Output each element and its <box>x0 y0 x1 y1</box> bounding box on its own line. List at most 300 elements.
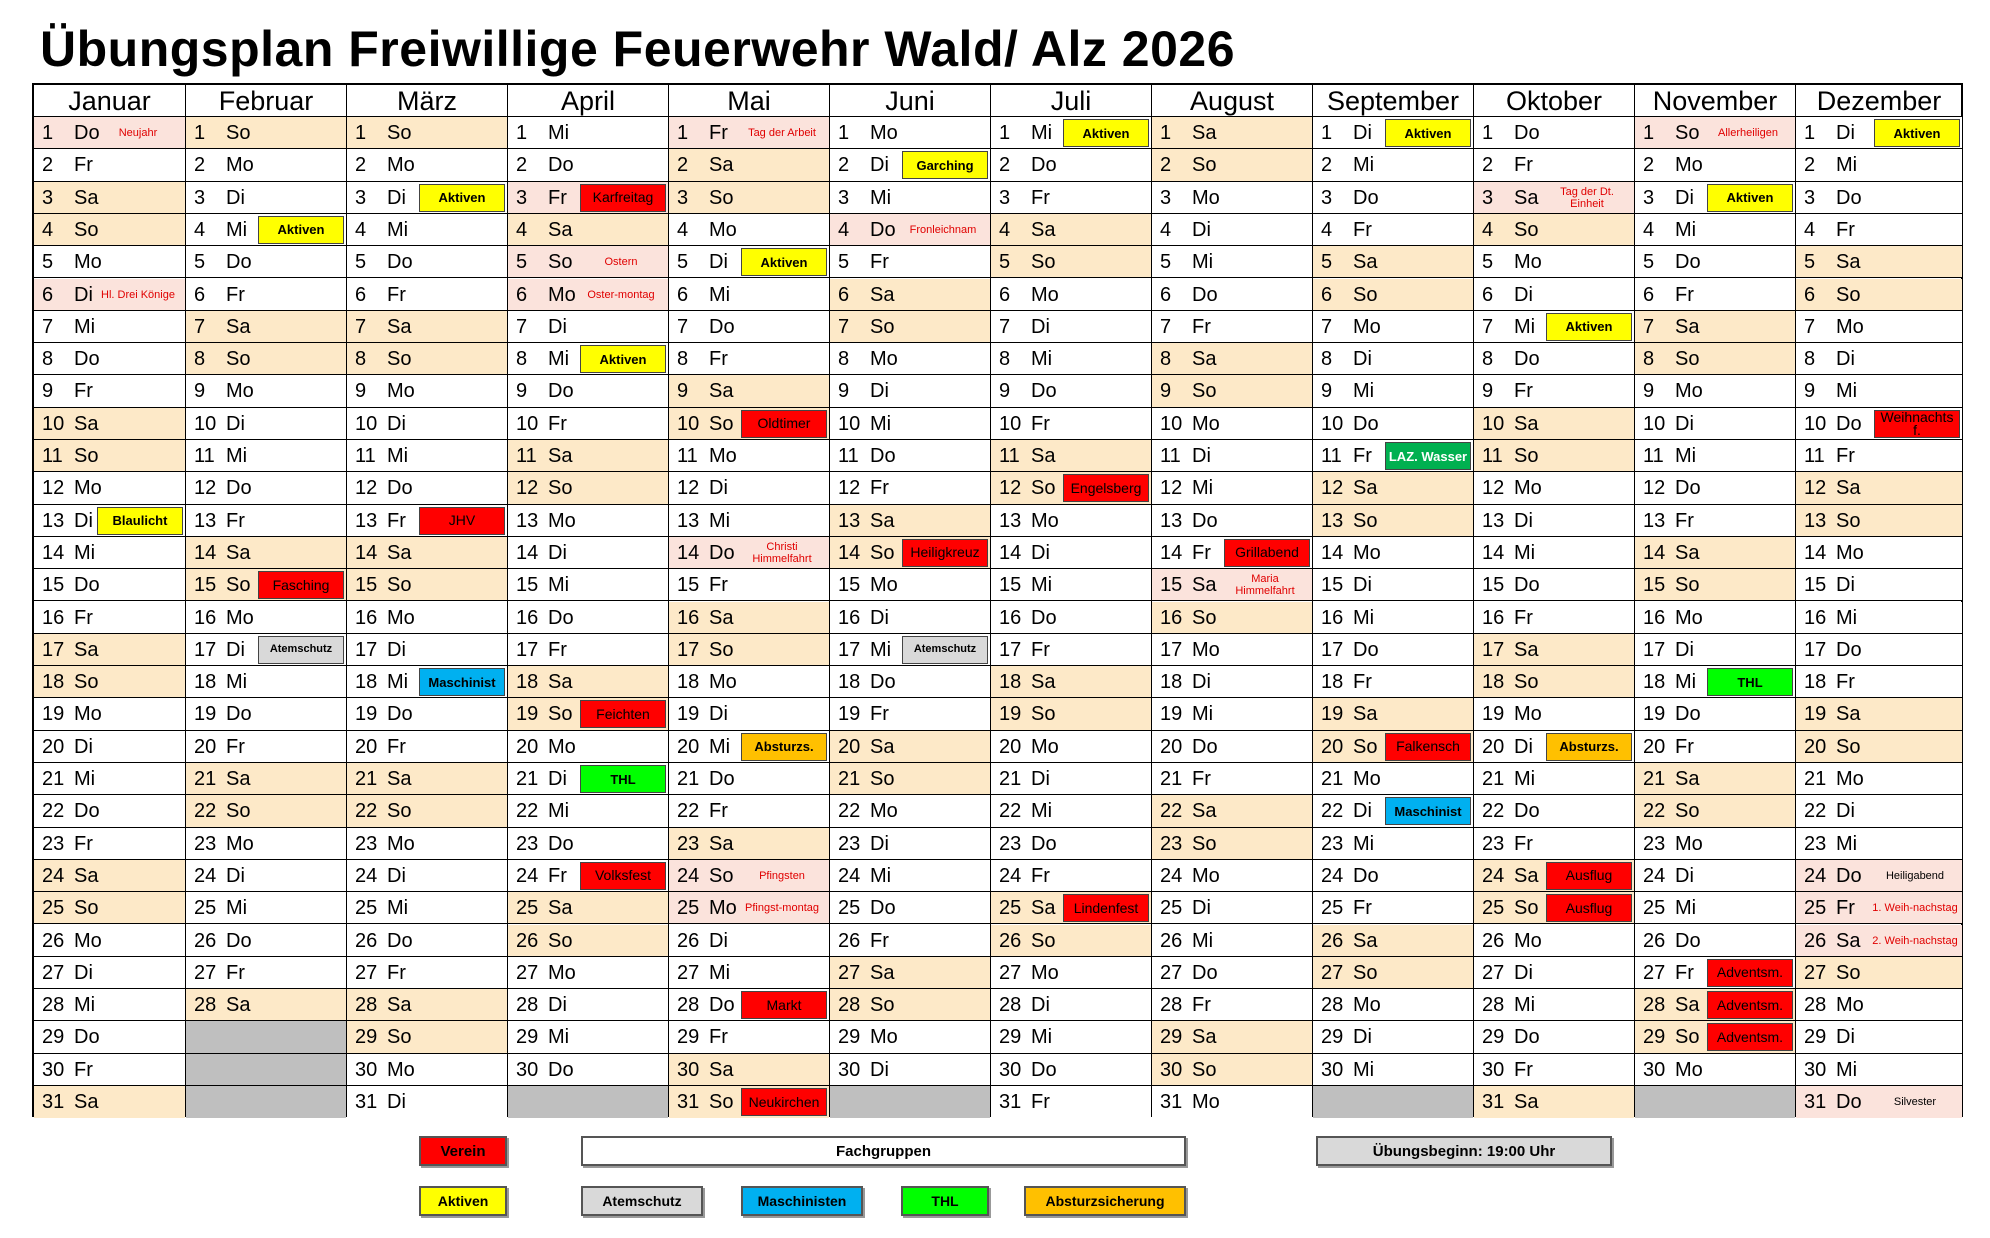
weekday-name: Do <box>548 154 574 177</box>
weekday-name: So <box>1353 283 1378 306</box>
day-number: 5 <box>42 251 54 274</box>
day-cell <box>1635 311 1795 343</box>
day-number: 16 <box>194 606 217 629</box>
event-badge-verein: Neukirchen <box>741 1088 827 1116</box>
weekday-name: So <box>1514 445 1539 467</box>
day-number: 9 <box>1160 380 1172 403</box>
weekday-name: Do <box>1031 154 1057 177</box>
month-column <box>1152 85 1313 1115</box>
day-number: 28 <box>999 994 1022 1017</box>
day-cell <box>1796 214 1962 246</box>
event-badge-aktiven: Aktiven <box>419 184 505 212</box>
day-cell <box>347 279 507 311</box>
weekday-name: Mo <box>1353 994 1381 1017</box>
day-cell <box>830 698 990 730</box>
day-number: 25 <box>42 897 65 920</box>
day-number: 1 <box>677 122 689 144</box>
day-number: 23 <box>1643 832 1666 855</box>
day-cell <box>1796 795 1962 827</box>
weekday-name: So <box>226 348 251 371</box>
weekday-name: Di <box>870 154 889 177</box>
weekday-name: So <box>74 445 99 467</box>
weekday-name: Sa <box>1031 445 1056 467</box>
weekday-name: Fr <box>709 1026 728 1049</box>
day-cell <box>669 634 829 666</box>
day-cell <box>669 246 829 278</box>
day-cell <box>1474 731 1634 763</box>
day-number: 13 <box>677 509 700 532</box>
day-number: 1 <box>42 122 54 144</box>
day-number: 26 <box>1321 929 1344 952</box>
weekday-name: Sa <box>1031 218 1056 241</box>
day-cell <box>34 828 185 860</box>
day-cell <box>1635 1054 1795 1086</box>
day-number: 25 <box>1804 897 1827 920</box>
day-cell <box>669 182 829 214</box>
day-number: 5 <box>1160 251 1172 274</box>
day-cell <box>34 634 185 666</box>
day-cell <box>669 472 829 504</box>
day-cell <box>508 860 668 892</box>
day-cell <box>1152 925 1312 957</box>
month-header: August <box>1152 85 1312 117</box>
weekday-name: Do <box>1192 961 1218 984</box>
weekday-name: So <box>74 897 99 920</box>
day-number: 1 <box>1804 122 1816 144</box>
weekday-name: Di <box>870 380 889 403</box>
weekday-name: So <box>1675 348 1700 371</box>
day-cell <box>1796 828 1962 860</box>
day-cell <box>508 569 668 601</box>
event-badge-verein: Adventsm. <box>1707 959 1793 987</box>
event-badge-verein: Falkensch <box>1385 733 1471 761</box>
day-number: 2 <box>677 154 689 177</box>
day-number: 11 <box>1643 445 1664 467</box>
day-number: 23 <box>1321 832 1344 855</box>
day-number: 10 <box>355 412 378 435</box>
day-number: 13 <box>999 509 1022 532</box>
day-number: 16 <box>1804 606 1827 629</box>
weekday-name: Sa <box>387 541 412 564</box>
day-number: 5 <box>677 251 689 274</box>
day-number: 22 <box>677 800 700 823</box>
weekday-name: Di <box>1836 1026 1855 1049</box>
day-cell <box>1474 698 1634 730</box>
weekday-name: So <box>1031 477 1056 500</box>
weekday-name: Mo <box>226 606 254 629</box>
day-number: 29 <box>516 1026 539 1049</box>
weekday-name: Fr <box>709 122 728 144</box>
day-number: 9 <box>838 380 850 403</box>
day-cell <box>1635 472 1795 504</box>
day-cell <box>1796 149 1962 181</box>
day-number: 25 <box>355 897 378 920</box>
day-number: 15 <box>838 574 861 597</box>
holiday-note: Tag der Dt. Einheit <box>1560 185 1614 210</box>
day-number: 25 <box>677 897 700 920</box>
weekday-name: So <box>548 929 573 952</box>
weekday-name: Fr <box>1514 832 1533 855</box>
weekday-name: Mi <box>1031 800 1053 823</box>
weekday-name: Do <box>1353 638 1379 661</box>
day-number: 14 <box>999 541 1022 564</box>
weekday-name: Sa <box>709 154 734 177</box>
day-cell <box>347 957 507 989</box>
day-cell <box>991 569 1151 601</box>
weekday-name: Sa <box>1031 897 1056 920</box>
weekday-name: Mi <box>226 671 248 694</box>
weekday-name: Sa <box>870 735 895 758</box>
day-cell <box>830 279 990 311</box>
legend-absturzsicherung <box>1024 1186 1186 1216</box>
weekday-name: Do <box>548 832 574 855</box>
day-cell <box>991 408 1151 440</box>
legend-verein-label: Verein <box>440 1142 486 1160</box>
day-cell <box>1313 763 1473 795</box>
weekday-name: Sa <box>1192 348 1217 371</box>
day-number: 18 <box>1804 671 1827 694</box>
weekday-name: Sa <box>1192 574 1217 597</box>
weekday-name: Sa <box>1353 477 1378 500</box>
day-number: 2 <box>1804 154 1816 177</box>
weekday-name: Do <box>1353 412 1379 435</box>
weekday-name: Fr <box>74 1058 93 1081</box>
day-number: 19 <box>516 703 539 726</box>
weekday-name: Sa <box>74 186 99 209</box>
day-cell <box>1635 602 1795 634</box>
day-cell <box>34 989 185 1021</box>
empty-day-cell <box>830 1086 990 1118</box>
month-column <box>508 85 669 1115</box>
day-number: 10 <box>194 412 217 435</box>
day-number: 10 <box>999 412 1022 435</box>
day-number: 20 <box>355 735 378 758</box>
day-number: 17 <box>194 638 217 661</box>
month-header: November <box>1635 85 1795 117</box>
weekday-name: Mo <box>74 929 102 952</box>
day-number: 18 <box>1643 671 1666 694</box>
weekday-name: Mi <box>1836 832 1858 855</box>
weekday-name: So <box>226 122 251 144</box>
day-number: 19 <box>677 703 700 726</box>
weekday-name: Sa <box>1514 1091 1539 1113</box>
weekday-name: So <box>387 1026 412 1049</box>
day-cell <box>1313 860 1473 892</box>
day-cell <box>1474 666 1634 698</box>
weekday-name: Mo <box>1514 929 1542 952</box>
day-number: 3 <box>516 186 528 209</box>
day-cell <box>1474 1021 1634 1053</box>
day-cell <box>34 795 185 827</box>
weekday-name: Fr <box>1675 509 1694 532</box>
day-cell <box>1796 569 1962 601</box>
weekday-name: Mi <box>709 961 731 984</box>
day-number: 29 <box>1160 1026 1183 1049</box>
day-number: 6 <box>1643 283 1655 306</box>
weekday-name: Mo <box>1353 541 1381 564</box>
day-cell <box>991 537 1151 569</box>
day-cell <box>508 989 668 1021</box>
weekday-name: Fr <box>1836 897 1855 920</box>
day-number: 28 <box>355 994 378 1017</box>
day-number: 13 <box>516 509 539 532</box>
day-number: 10 <box>516 412 539 435</box>
weekday-name: Sa <box>1836 251 1861 274</box>
day-number: 24 <box>194 864 217 887</box>
weekday-name: Do <box>74 1026 100 1049</box>
day-cell <box>830 149 990 181</box>
weekday-name: Di <box>74 735 93 758</box>
day-cell <box>1313 892 1473 924</box>
day-cell <box>347 440 507 472</box>
weekday-name: Di <box>1192 445 1211 467</box>
day-number: 30 <box>838 1058 861 1081</box>
day-cell <box>991 698 1151 730</box>
day-cell <box>186 343 346 375</box>
day-number: 5 <box>999 251 1011 274</box>
weekday-name: Di <box>1675 864 1694 887</box>
weekday-name: Do <box>548 1058 574 1081</box>
day-number: 16 <box>355 606 378 629</box>
day-cell <box>347 408 507 440</box>
weekday-name: Mi <box>226 218 248 241</box>
day-number: 16 <box>1482 606 1505 629</box>
day-number: 7 <box>838 315 850 338</box>
weekday-name: Mi <box>74 541 96 564</box>
weekday-name: Mi <box>1353 606 1375 629</box>
day-number: 30 <box>1482 1058 1505 1081</box>
weekday-name: Do <box>1675 703 1701 726</box>
day-cell <box>1152 246 1312 278</box>
day-cell <box>1635 279 1795 311</box>
day-number: 26 <box>999 929 1022 952</box>
day-number: 18 <box>999 671 1022 694</box>
weekday-name: Sa <box>548 218 573 241</box>
weekday-name: So <box>1031 929 1056 952</box>
holiday-note: 2. Weih-nachstag <box>1872 934 1958 947</box>
day-cell <box>186 892 346 924</box>
day-cell <box>1152 989 1312 1021</box>
event-badge-verein: Adventsm. <box>1707 1023 1793 1051</box>
event-badge-verein: Fasching <box>258 571 344 599</box>
day-cell <box>186 149 346 181</box>
weekday-name: Mo <box>1675 154 1703 177</box>
weekday-name: Fr <box>1836 445 1855 467</box>
day-cell <box>508 472 668 504</box>
day-number: 18 <box>1482 671 1505 694</box>
day-cell <box>347 666 507 698</box>
day-number: 23 <box>516 832 539 855</box>
day-number: 15 <box>1321 574 1344 597</box>
weekday-name: Sa <box>1192 800 1217 823</box>
weekday-name: Mi <box>387 671 409 694</box>
day-cell <box>1474 214 1634 246</box>
day-cell <box>1474 634 1634 666</box>
holiday-note: Ostern <box>604 256 638 269</box>
day-cell <box>347 537 507 569</box>
day-number: 4 <box>1321 218 1333 241</box>
event-badge-aktiven: Aktiven <box>580 345 666 373</box>
weekday-name: Mo <box>548 509 576 532</box>
day-number: 30 <box>1160 1058 1183 1081</box>
day-cell <box>347 860 507 892</box>
day-cell <box>1474 892 1634 924</box>
day-number: 6 <box>42 283 54 306</box>
day-number: 16 <box>1643 606 1666 629</box>
day-cell <box>830 214 990 246</box>
day-number: 21 <box>1482 768 1505 790</box>
day-cell <box>1474 537 1634 569</box>
day-number: 16 <box>677 606 700 629</box>
day-number: 8 <box>999 348 1011 371</box>
day-number: 11 <box>42 445 63 467</box>
day-cell <box>186 989 346 1021</box>
weekday-name: Do <box>1675 251 1701 274</box>
day-cell <box>34 375 185 407</box>
day-cell <box>1313 1054 1473 1086</box>
day-cell <box>347 505 507 537</box>
day-number: 23 <box>1804 832 1827 855</box>
day-number: 2 <box>42 154 54 177</box>
weekday-name: Mo <box>1514 251 1542 274</box>
day-cell <box>1313 408 1473 440</box>
day-cell <box>1635 989 1795 1021</box>
day-cell <box>991 375 1151 407</box>
day-cell <box>669 117 829 149</box>
day-number: 1 <box>1321 122 1333 144</box>
day-cell <box>508 602 668 634</box>
holiday-note: Heiligabend <box>1885 869 1945 882</box>
day-number: 26 <box>1160 929 1183 952</box>
weekday-name: Fr <box>387 961 406 984</box>
day-number: 3 <box>1321 186 1333 209</box>
day-cell <box>1152 408 1312 440</box>
day-cell <box>991 957 1151 989</box>
day-cell <box>1635 1021 1795 1053</box>
weekday-name: Sa <box>548 671 573 694</box>
day-number: 8 <box>838 348 850 371</box>
day-cell <box>1152 1021 1312 1053</box>
weekday-name: Fr <box>1675 283 1694 306</box>
day-cell <box>34 892 185 924</box>
day-number: 14 <box>1643 541 1666 564</box>
weekday-name: Fr <box>1836 218 1855 241</box>
day-number: 3 <box>1160 186 1172 209</box>
day-cell <box>347 892 507 924</box>
day-number: 15 <box>516 574 539 597</box>
day-cell <box>1635 505 1795 537</box>
day-number: 2 <box>1160 154 1172 177</box>
day-number: 11 <box>516 445 537 467</box>
weekday-name: Di <box>709 703 728 726</box>
event-badge-verein: JHV <box>419 507 505 535</box>
day-cell <box>669 989 829 1021</box>
weekday-name: So <box>870 541 895 564</box>
weekday-name: So <box>1192 154 1217 177</box>
holiday-note: Silvester <box>1893 1096 1937 1108</box>
weekday-name: Mi <box>870 412 892 435</box>
day-number: 27 <box>516 961 539 984</box>
weekday-name: Mi <box>548 800 570 823</box>
day-number: 21 <box>1321 768 1344 790</box>
day-number: 25 <box>999 897 1022 920</box>
day-cell <box>1474 569 1634 601</box>
weekday-name: Fr <box>74 380 93 403</box>
day-cell <box>508 892 668 924</box>
day-number: 10 <box>677 412 700 435</box>
weekday-name: Sa <box>226 768 251 790</box>
event-badge-atemschutz: Atemschutz <box>258 636 344 664</box>
day-number: 20 <box>1321 735 1344 758</box>
weekday-name: Fr <box>1675 735 1694 758</box>
day-cell <box>1152 343 1312 375</box>
day-number: 29 <box>1321 1026 1344 1049</box>
day-cell <box>1474 472 1634 504</box>
weekday-name: Do <box>1192 283 1218 306</box>
day-number: 3 <box>194 186 206 209</box>
day-number: 13 <box>355 509 378 532</box>
day-cell <box>1152 860 1312 892</box>
day-cell <box>508 828 668 860</box>
day-number: 9 <box>999 380 1011 403</box>
day-cell <box>347 472 507 504</box>
event-badge-aktiven: Aktiven <box>741 248 827 276</box>
day-number: 24 <box>355 864 378 887</box>
day-cell <box>186 311 346 343</box>
day-number: 3 <box>1482 186 1494 209</box>
weekday-name: Mi <box>1836 1058 1858 1081</box>
holiday-note: Allerheiligen <box>1718 127 1778 139</box>
weekday-name: Fr <box>709 348 728 371</box>
day-cell <box>991 634 1151 666</box>
day-number: 15 <box>1160 574 1183 597</box>
day-number: 7 <box>1804 315 1816 338</box>
weekday-name: Mi <box>387 445 409 467</box>
day-cell <box>1152 440 1312 472</box>
day-number: 17 <box>677 638 700 661</box>
weekday-name: Di <box>1031 541 1050 564</box>
day-cell <box>186 440 346 472</box>
day-number: 15 <box>355 574 378 597</box>
weekday-name: Mo <box>709 218 737 241</box>
day-number: 13 <box>1482 509 1505 532</box>
day-cell <box>1152 375 1312 407</box>
day-number: 20 <box>516 735 539 758</box>
month-column <box>1474 85 1635 1115</box>
day-number: 25 <box>838 897 861 920</box>
weekday-name: Sa <box>226 994 251 1017</box>
event-badge-verein: Oldtimer <box>741 410 827 438</box>
day-number: 24 <box>999 864 1022 887</box>
weekday-name: So <box>1836 509 1861 532</box>
day-cell <box>669 537 829 569</box>
day-cell <box>669 214 829 246</box>
weekday-name: Sa <box>870 283 895 306</box>
weekday-name: Sa <box>709 606 734 629</box>
weekday-name: Sa <box>226 541 251 564</box>
day-number: 26 <box>42 929 65 952</box>
day-cell <box>991 925 1151 957</box>
day-number: 4 <box>1804 218 1816 241</box>
day-cell <box>669 1021 829 1053</box>
day-number: 1 <box>1160 122 1172 144</box>
day-number: 31 <box>355 1091 378 1113</box>
day-cell <box>669 149 829 181</box>
day-number: 30 <box>516 1058 539 1081</box>
day-number: 21 <box>1643 768 1666 790</box>
day-cell <box>1152 795 1312 827</box>
day-number: 27 <box>677 961 700 984</box>
